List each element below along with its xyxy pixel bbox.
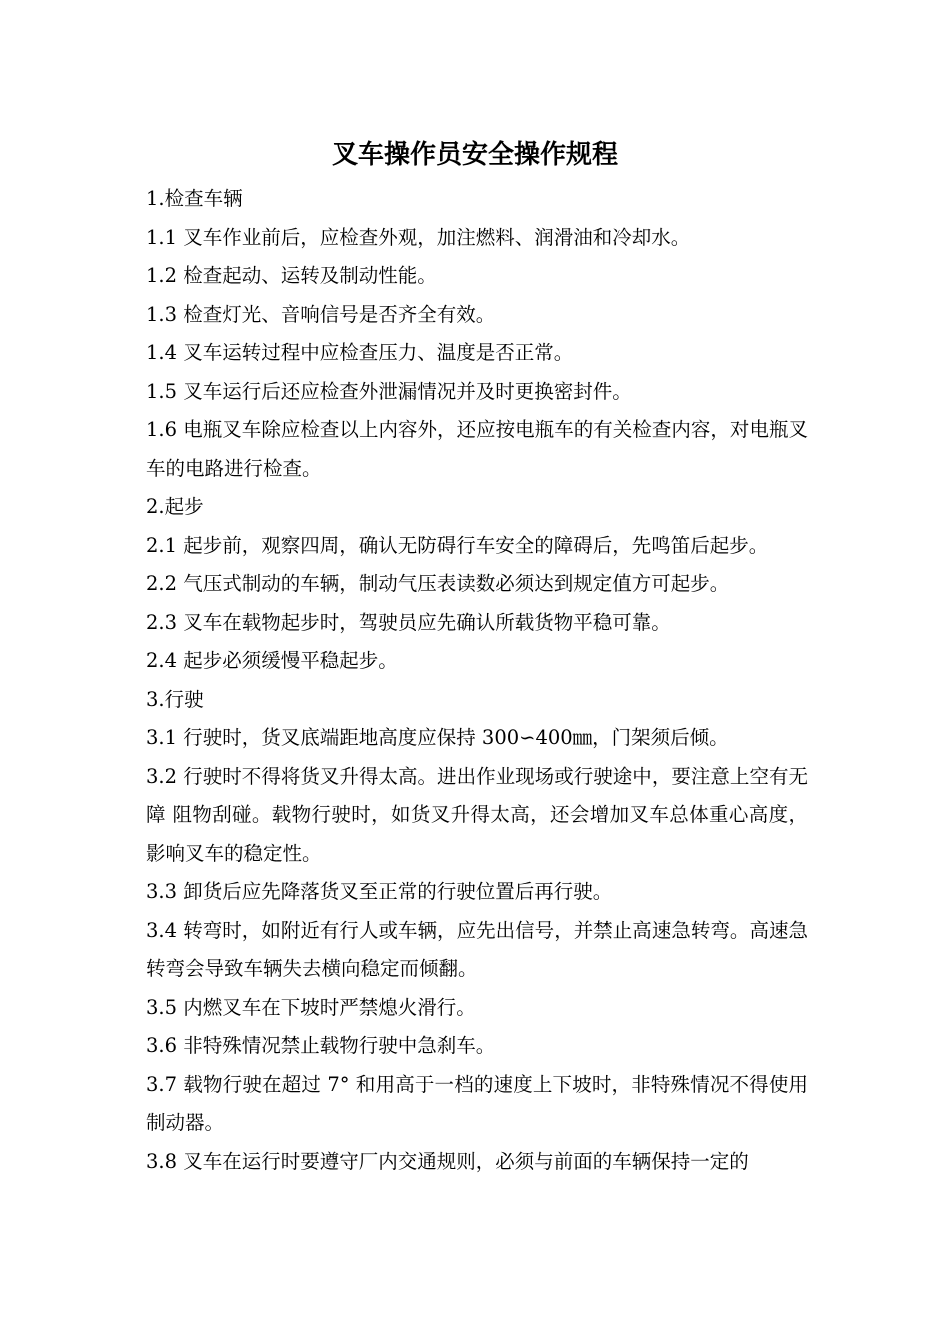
paragraph: 1.5 叉车运行后还应检查外泄漏情况并及时更换密封件。 [146,379,632,403]
paragraph: 1.检查车辆 [146,187,243,210]
paragraph: 3.2 行驶时不得将货叉升得太高。进出作业现场或行驶途中，要注意上空有无障 阻物刮碰。载物行驶时，如货叉升得太高，还会增加叉车总体重心高度，影响叉车的稳定性。 [146,764,808,865]
paragraph: 1.2 检查起动、运转及制动性能。 [146,264,437,287]
paragraph: 3.8 叉车在运行时要遵守厂内交通规则，必须与前面的车辆保持一定的 [146,1149,749,1173]
paragraph: 1.3 检查灯光、音响信号是否齐全有效。 [146,302,496,326]
paragraph: 3.3 卸货后应先降落货叉至正常的行驶位置后再行驶。 [146,880,613,903]
paragraph: 1.4 叉车运转过程中应检查压力、温度是否正常。 [146,341,574,364]
paragraph: 1.1 叉车作业前后，应检查外观，加注燃料、润滑油和冷却水。 [146,225,691,249]
document-title: 叉车操作员安全操作规程 [331,140,618,170]
paragraph: 3.5 内燃叉车在下坡时严禁熄火滑行。 [146,995,476,1019]
paragraph: 2.2 气压式制动的车辆，制动气压表读数必须达到规定值方可起步。 [146,572,730,595]
paragraph: 1.6 电瓶叉车除应检查以上内容外，还应按电瓶车的有关检查内容，对电瓶叉车的电路进行检查。 [146,418,808,480]
paragraph: 3.1 行驶时，货叉底端距地高度应保持 300∽400㎜，门架须后倾。 [146,726,729,749]
paragraph: 3.7 载物行驶在超过 7° 和用高于一档的速度上下坡时，非特殊情况不得使用制动器。 [146,1072,808,1134]
paragraph: 3.行驶 [146,687,204,711]
paragraph: 2.1 起步前，观察四周，确认无防碍行车安全的障碍后，先鸣笛后起步。 [146,533,769,557]
paragraph: 2.4 起步必须缓慢平稳起步。 [146,649,398,672]
paragraph: 3.4 转弯时，如附近有行人或车辆，应先出信号，并禁止高速急转弯。高速急转弯会导致车辆失去横向稳定而倾翻。 [146,918,808,980]
document-body [146,180,808,1181]
paragraph: 3.6 非特殊情况禁止载物行驶中急刹车。 [146,1034,496,1057]
paragraph: 2.3 叉车在载物起步时，驾驶员应先确认所载货物平稳可靠。 [146,610,671,634]
paragraph: 2.起步 [146,495,204,518]
